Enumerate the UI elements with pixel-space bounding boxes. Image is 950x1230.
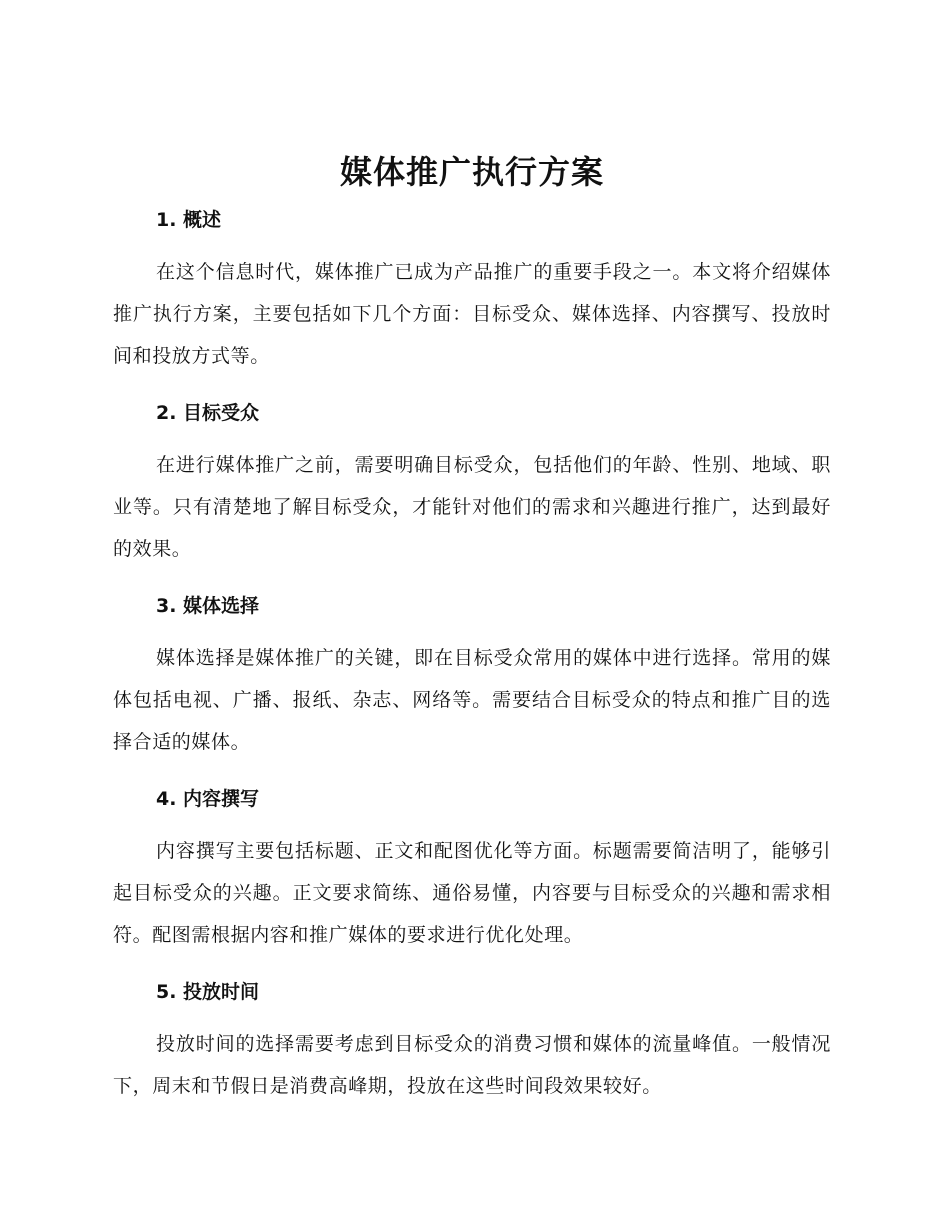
section-body-target-audience: 在进行媒体推广之前，需要明确目标受众，包括他们的年龄、性别、地域、职业等。只有清楚地了解目标受众，才能针对他们的需求和兴趣进行推广，达到最好的效果。: [113, 454, 831, 560]
section-body-media-selection: 媒体选择是媒体推广的关键，即在目标受众常用的媒体中进行选择。常用的媒体包括电视、广播、报纸、杂志、网络等。需要结合目标受众的特点和推广目的选择合适的媒体。: [113, 647, 831, 753]
section-body-overview: 在这个信息时代，媒体推广已成为产品推广的重要手段之一。本文将介绍媒体推广执行方案，主要包括如下几个方面：目标受众、媒体选择、内容撰写、投放时间和投放方式等。: [113, 261, 831, 367]
section-heading-overview: 1. 概述: [156, 209, 222, 231]
section-heading-content-writing: 4. 内容撰写: [156, 788, 260, 810]
section-heading-target-audience: 2. 目标受众: [156, 402, 260, 424]
document-title: 媒体推广执行方案: [339, 153, 604, 191]
section-heading-launch-timing: 5. 投放时间: [156, 981, 260, 1003]
section-body-launch-timing: 投放时间的选择需要考虑到目标受众的消费习惯和媒体的流量峰值。一般情况下，周末和节假日是消费高峰期，投放在这些时间段效果较好。: [113, 1033, 831, 1097]
section-heading-media-selection: 3. 媒体选择: [156, 595, 260, 617]
document-page: [113, 148, 831, 1107]
section-body-content-writing: 内容撰写主要包括标题、正文和配图优化等方面。标题需要简洁明了，能够引起目标受众的兴趣。正文要求简练、通俗易懂，内容要与目标受众的兴趣和需求相符。配图需根据内容和推广媒体的要求进行优化处理。: [113, 840, 831, 946]
